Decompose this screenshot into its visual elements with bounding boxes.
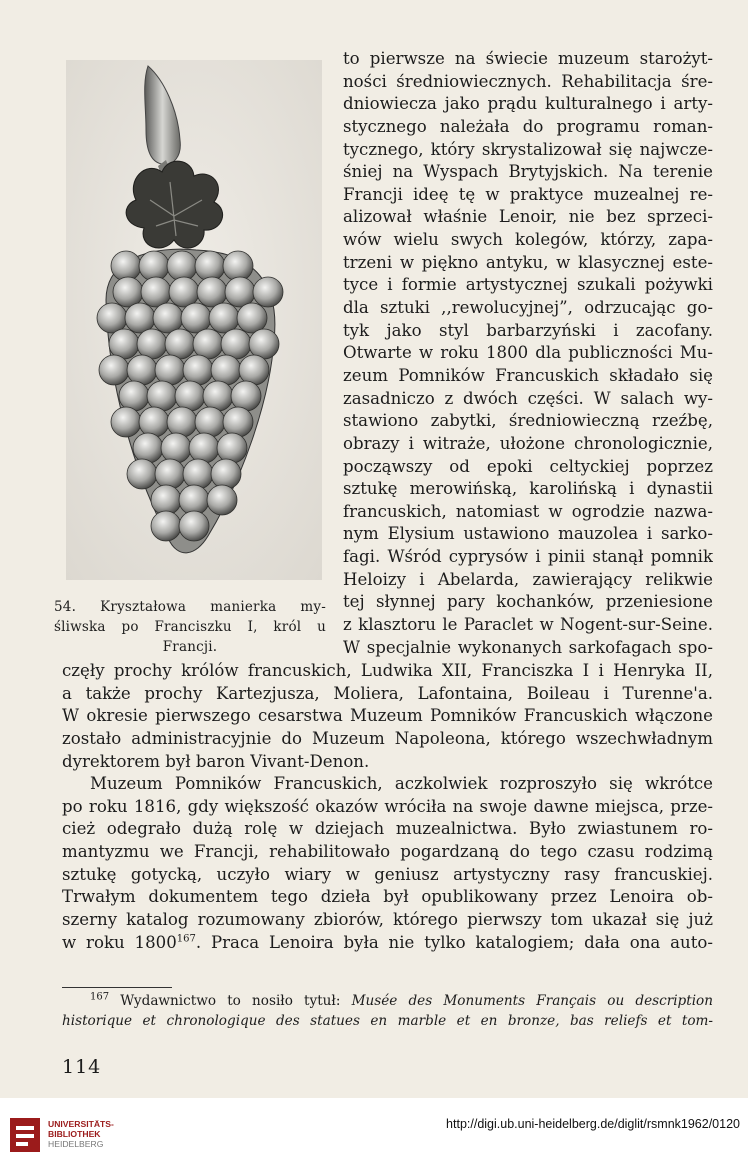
grape-bead [207, 485, 237, 515]
grape-bead [183, 355, 213, 385]
text-line: dla sztuki ,,rewolucyjnej”, odrzucając go- [343, 298, 713, 318]
text-line: W specjalnie wykonanych sarkofagach spo- [343, 637, 713, 657]
text-line: częły prochy królów francuskich, Ludwika XII, Franciszka I i Henryka II, [62, 661, 713, 680]
text-line: Francji ideę tę w praktyce muzealnej re- [343, 184, 713, 204]
grape-bead [127, 459, 157, 489]
grape-bead [217, 433, 247, 463]
text-line: stycznego należała do programu roman- [343, 116, 713, 136]
grape-bead [211, 355, 241, 385]
text-line: stawiono zabytki, średniowieczną rzeźbę, [343, 411, 713, 431]
full-width-text [62, 660, 713, 954]
right-column-text [343, 48, 713, 659]
text-line: zasadniczo z dwóch części. W salach wy- [343, 388, 713, 408]
text-line: francuskich, natomiast w ogrodzie nazwa- [343, 501, 713, 521]
text-line: szerny katalog rozumowany zbiorów, którego pierwszy tom ukazał się już [62, 910, 713, 930]
text-line: z klasztoru le Paraclet w Nogent-sur-Seine. [343, 615, 713, 635]
caption-line: śliwska po Franciszku I, król u [54, 619, 326, 635]
text-line: cież odegrało dużą rolę w dziejach muzealnictwa. Było zwiastunem ro- [62, 819, 713, 839]
text-line: śniej na Wyspach Brytyjskich. Na terenie [343, 162, 713, 182]
caption-line: 54. Kryształowa manierka my- [54, 599, 326, 615]
grape-bead [179, 485, 209, 515]
text-line: W okresie pierwszego cesarstwa Muzeum Pomników Francuskich włączone [62, 706, 713, 726]
text-line: Muzeum Pomników Francuskich, aczkolwiek rozproszyło się wkrótce [90, 774, 713, 794]
grape-bead [151, 485, 181, 515]
text-line: tyce i formie artystycznej szukali pożywki [343, 275, 713, 295]
text-line: tycznego, który skrystalizował się najwcze- [343, 139, 713, 159]
source-url-link[interactable]: http://digi.ub.uni-heidelberg.de/diglit/rsmnk1962/0120 [446, 1117, 740, 1131]
text-line: sztukę merowińską, karolińską i dynastii [343, 479, 713, 499]
grape-bead [139, 407, 169, 437]
text-line: począwszy od epoki celtyckiej poprzez [343, 456, 713, 476]
grape-bead [113, 277, 143, 307]
grape-bead [181, 303, 211, 333]
text-line: Trwałym dokumentem tego dzieła był opublikowany przez Lenoira ob- [62, 887, 713, 907]
grape-bead [155, 459, 185, 489]
grape-bead [237, 303, 267, 333]
grape-bead [223, 407, 253, 437]
grape-bead [249, 329, 279, 359]
text-line: dyrektorem był baron Vivant-Denon. [62, 751, 370, 771]
grape-bead [141, 277, 171, 307]
grape-bead [155, 355, 185, 385]
text-line-with-note: w roku 1800$^{167}$. Praca Lenoira była nie tylko katalogiem; dała ona auto- [62, 932, 713, 952]
library-logo-icon [8, 1114, 42, 1154]
footnote [62, 992, 713, 1031]
grape-bead [109, 329, 139, 359]
text-line: trzeni w piękno antyku, w klasycznej este- [343, 252, 713, 272]
grape-bead [211, 459, 241, 489]
text-line: alizował właśnie Lenoir, nie bez sprzeci- [343, 207, 713, 227]
text-line: nym Elysium ustawiono mauzolea i sarko- [343, 524, 713, 544]
footnote-number: 167 [90, 991, 110, 1003]
grape-bead [99, 355, 129, 385]
text-line: a także prochy Kartezjusza, Moliera, Lafontaina, Boileau i Turenne'a. [62, 683, 713, 703]
grape-bead [225, 277, 255, 307]
grape-bead [183, 459, 213, 489]
grape-bead [223, 251, 253, 281]
text-line: to pierwsze na świecie muzeum starożyt- [343, 49, 713, 68]
grape-bead [137, 329, 167, 359]
footnote-rule [62, 987, 172, 988]
grape-bead [253, 277, 283, 307]
grape-bead [111, 407, 141, 437]
footnote-reference: 167 [176, 933, 196, 945]
text-line: tej słynnej pary kochanków, przeniesione [343, 592, 713, 612]
text-line: zostało administracyjnie do Muzeum Napoleona, którego wszechwładnym [62, 728, 713, 748]
text-line: dniowiecza jako prądu kulturalnego i arty- [343, 94, 713, 114]
grape-bead [151, 511, 181, 541]
text-line: obrazy i witraże, ułożone chronologicznie, [343, 433, 713, 453]
grape-bead [133, 433, 163, 463]
grape-bead [167, 251, 197, 281]
grape-bead [125, 303, 155, 333]
text-line: ności średniowiecznych. Rehabilitacja śre- [343, 71, 713, 91]
grape-bead [197, 277, 227, 307]
grape-bead [161, 433, 191, 463]
grape-bead [193, 329, 223, 359]
grape-bead [119, 381, 149, 411]
figure-crystal-flask [66, 60, 322, 580]
grape-bead [231, 381, 261, 411]
grape-bead [165, 329, 195, 359]
caption-line: Francji. [162, 639, 218, 655]
grape-bead [195, 251, 225, 281]
grape-bead [189, 433, 219, 463]
grape-bead [139, 251, 169, 281]
library-name: UNIVERSITÄTS- BIBLIOTHEK HEIDELBERG [48, 1119, 114, 1149]
grape-bead [221, 329, 251, 359]
grape-bead [97, 303, 127, 333]
grape-bead [111, 251, 141, 281]
grape-bead [175, 381, 205, 411]
text-line: wów wielu swych kolegów, którzy, zapa- [343, 230, 713, 250]
text-line: Otwarte w roku 1800 dla publiczności Mu- [343, 343, 713, 363]
footnote-line: $^{167}$ Wydawnictwo to nosiło tytuł: Musée des Monuments Français ou description [90, 991, 713, 1009]
grape-bead [203, 381, 233, 411]
grape-bead [169, 277, 199, 307]
text-line: Heloizy i Abelarda, zawierający relikwie [343, 569, 713, 589]
grape-bead [239, 355, 269, 385]
crystal-flask-photo [66, 60, 322, 580]
text-line: sztukę gotycką, uczyło wiary w geniusz artystyczny rasy francuskiej. [62, 864, 713, 884]
grape-bead [127, 355, 157, 385]
grape-bead [209, 303, 239, 333]
text-line: po roku 1816, gdy większość okazów wróciła na swoje dawne miejsca, prze- [62, 796, 713, 816]
grape-bead [167, 407, 197, 437]
grape-bead [195, 407, 225, 437]
grape-bead [179, 511, 209, 541]
page-number: 114 [62, 1056, 102, 1078]
text-line: zeum Pomników Francuskich składało się [343, 365, 713, 385]
grape-bead [147, 381, 177, 411]
figure-caption [54, 597, 326, 657]
text-line: fagi. Wśród cyprysów i pinii stanął pomnik [343, 547, 713, 567]
text-line: mantyzmu we Francji, rehabilitowało pogardzaną do tego czasu rodzimą [62, 842, 713, 862]
grape-bead [153, 303, 183, 333]
footnote-line: historique et chronologique des statues en marble et en bronze, bas reliefs et tom- [62, 1012, 713, 1029]
text-line: tyk jako styl barbarzyński i zacofany. [343, 320, 713, 340]
